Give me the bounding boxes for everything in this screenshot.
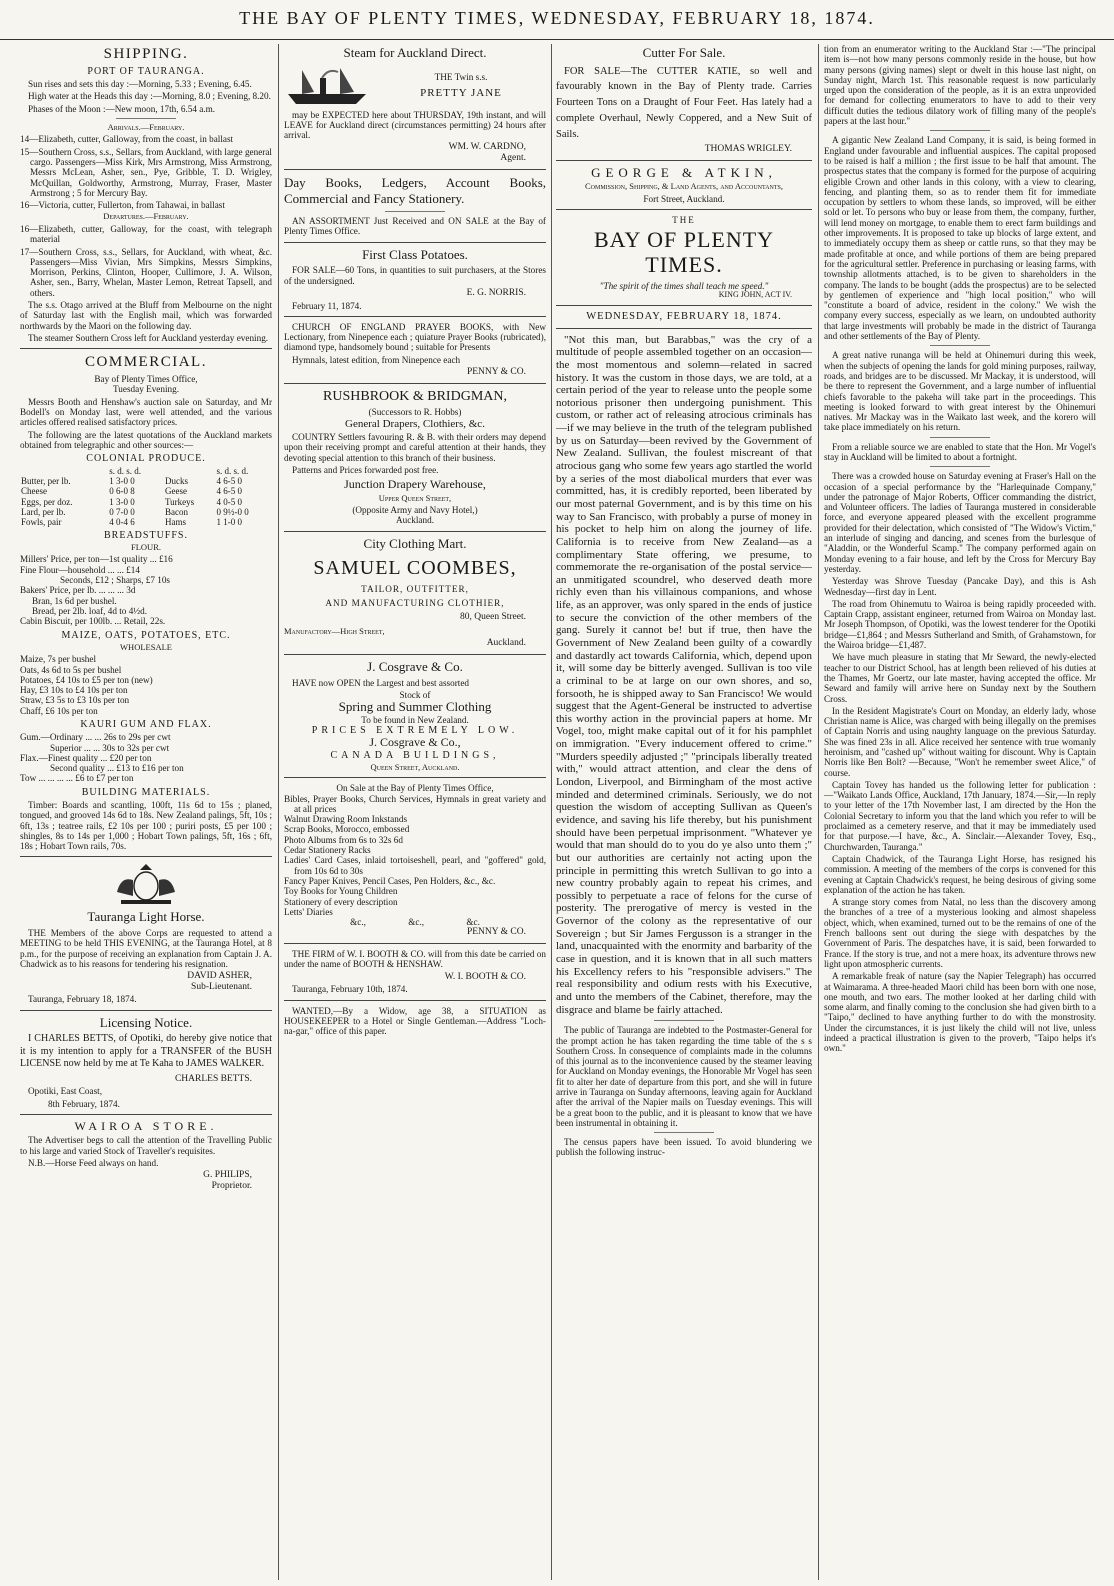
kauri-line: Second quality ... £13 to £16 per ton <box>50 763 184 774</box>
rushbrook-title: RUSHBROOK & BRIDGMAN, <box>323 388 507 404</box>
arrival-item: 14—Elizabeth, cutter, Galloway, from the coast, in ballast <box>20 134 234 145</box>
shipping-title: SHIPPING. <box>103 46 189 62</box>
office-date: Tuesday Evening. <box>112 384 179 395</box>
canada-address: Queen Street, Auckland. <box>370 761 460 772</box>
road-para: The road from Ohinemutu to Wairoa is being rapidly proceeded with. Captain Crapp, assistant engineer, returned from Wairoa on Monday last. Mr Joseph Thompson, of Opotiki, was the lowest tenderer for the Opotiki bridge—£1,864 ; and Messrs Sutherland and Smith, of Grahamstown, for the Wairoa bridge—£1,487. <box>824 598 1096 651</box>
onsale-heading: On Sale at the Bay of Plenty Times Office, <box>336 783 494 794</box>
signature: DAVID ASHER, <box>187 971 252 982</box>
arrival-item: 16—Victoria, cutter, Fullerton, from Tahawai, in ballast <box>20 200 225 211</box>
commercial-title: COMMERCIAL. <box>85 354 207 371</box>
rushbrook-text: COUNTRY Settlers favouring R. & B. with their orders may depend upon their receiving prompt and careful attention at their hands, they devoting special attention to this branch of their business. <box>284 431 546 463</box>
ship-name: PRETTY JANE <box>420 86 502 99</box>
sale-item: Toy Books for Young Children <box>284 886 398 897</box>
vogel-para: From a reliable source we are enabled to state that the Hon. Mr Vogel's stay in Auckland will be limited to about a fortnight. <box>824 441 1096 462</box>
coombes-city: Auckland. <box>486 638 526 649</box>
cosgrave-name: J. Cosgrave & Co., <box>369 735 461 750</box>
land-company-para: A gigantic New Zealand Land Company, it is said, is being formed in England under favourable and influential auspices. The capital proposed to be raised is half a million ; the first issue to be half that amount. The prospectus states that the company is formed for the purpose of acquiring eligible Crown and other lands in this colony, with a view to clearing, fencing, and planting them, so as to render them fit for immediate occupation by settlers to whom these lands, so improved, will be either sold or let. To persons who buy or lease from them, the company, further, will lend money on mortgage, to enable them to erect farm buildings and other improvements. It is proposed to take up blocks of large extent, and to immediately occupy them as sheep or cattle runs, so that they may be made profitable at once, and while portions of them are being prepared for the agricultural settler. Preference in purchasing or leasing farms, with township allotments attached, is to be given to shareholders in the company. The lands to be bought (adds the prospectus) are to be selected by gentlemen of experience and "high local position," who will "constitute a board of advice, resident in the colony." We wish the company every success, especially as we learn, on undoubted authority that large investments will probably be made in the district of Tauranga and other settlements of the Bay of Plenty. <box>824 135 1096 342</box>
kauri-heading: KAURI GUM AND FLAX. <box>80 719 212 731</box>
natal-para: A strange story comes from Natal, no less than the discovery among the branches of a tree of a mysterious looking and almost shapeless object, which, when examined, turned out to be the remains of one of the French balloons sent out during the siege with despatches by the Government of Paris. The despatches have, it is said, been forwarded to France. If the story is true, and not a mere hoax, its adventure throws new light upon atmospheric currents. <box>824 897 1096 969</box>
sale-item: Letts' Diaries <box>284 906 333 917</box>
column-2 <box>284 42 546 1582</box>
flour-line: Seconds, £12 ; Sharps, £7 10s <box>60 575 170 586</box>
high-water: High water at the Heads this day :—Morning, 8.0 ; Evening, 8.20. <box>28 91 271 102</box>
column-4 <box>824 42 1096 1582</box>
port-heading: PORT OF TAURANGA. <box>87 65 205 77</box>
steamship-icon <box>284 64 370 108</box>
census-paragraph: The census papers have been issued. To avoid blundering we publish the following instruc- <box>556 1137 812 1158</box>
sale-item: Stationery of every description <box>284 896 398 907</box>
sun-times: Sun rises and sets this day :—Morning, 5.33 ; Evening, 6.45. <box>28 78 252 89</box>
potatoes-text: FOR SALE—60 Tons, in quantities to suit purchasers, at the Stores of the undersigned. <box>284 265 546 286</box>
departure-item: 17—Southern Cross, s.s., Sellars, for Auckland, with wheat, &c. Passengers—Miss Vivian, Mrs Simpkins, Messrs Simpkins, Morrison, Perkins, Clinton, Hooper, Cullimore, J. A. Wilson, Asher, sen., Barry, Whelan, Master Lemon, Retreat Tapsell, and others. <box>20 246 272 298</box>
kauri-line: Gum.—Ordinary ... ... 26s to 29s per cwt <box>20 732 171 743</box>
masthead: THE BAY OF PLENTY TIMES, WEDNESDAY, FEBRUARY 18, 1874. <box>0 0 1114 40</box>
maize-line: Oats, 4s 6d to 5s per bushel <box>20 664 122 675</box>
george-atkin-address: Fort Street, Auckland. <box>643 193 725 204</box>
table-row: Eggs, per doz. 1 3-0 0 Turkeys 4 0-5 0 <box>21 496 242 507</box>
southern-cross-note: The steamer Southern Cross left for Auckland yesterday evening. <box>28 332 269 343</box>
otago-note: The s.s. Otago arrived at the Bluff from Melbourne on the night of Saturday last with the English mail, which was forwarded northwards by the Maori on the following day. <box>20 300 272 331</box>
coombes-address: 80, Queen Street. <box>460 612 526 623</box>
fraser-hall-para: There was a crowded house on Saturday evening at Fraser's Hall on the occasion of a special performance by the "Harlequinade Company," under the patronage of Major Roberts, Officer commanding the district, and Volunteer officers. The ladies of Tauranga mustered in considerable force, and everyone appeared pleased with the excellent programme provided for their delectation, which consisted of "The Widow's Victim," an interlude of singing and dancing, and scenes from the burlesque of "Aladdin, or the Wonderful Scamp." The company performed again on Monday evening to a fair house, and left by the Cross for Mercury Bay yesterday. <box>824 471 1096 574</box>
royal-arms-icon <box>111 862 181 906</box>
signature: PENNY & CO. <box>466 367 526 378</box>
editorial: "Not this man, but Barabbas," was the cry of a multitude of people assembled together on an occasion—the most momentous and solemn—related in sacred history. It was the custom in those days, we are told, at a certain period of the year to release unto the people some notorious prisoner then undergoing punishment. This custom, or rather act of releasing atrocious criminals has—if we may believe in the truth of the telegram published by us on Saturday—been revived by the Government of New Zealand. Sullivan, the foulest miscreant of that atrocious gang who some few years ago startled the world by a series of the most diabolical murders that ever was committed, has, it is credibly reported, been liberated by our most paternal Government, and is by this time on his way to San Francisco, with probably a purse of money in his pocket to help him on along the journey of life. California is to receive from New Zealand—as a complimentary State offering, we presume, to commemorate the re-organisation of the postal service—an unmitigated scoundrel, who deserved death more richly even than his villainous companions, and whose life, as an approver, was only spared in the ends of justice to secure the conviction of the other members of the gang. Surely it cannot be! but if true, then have the Government of New Zealand been guilty of a cowardly and dastardly act towards California, which, depend upon it, will some day be bitterly avenged. Sullivan is too vile a criminal to be at large on our own shores, and so, forsooth, he is shipped away to San Francisco! We would suggest that the Agent-General be instructed to advertise this worthy action in the provincial papers at home. Mr Vogel, too, might make capital out of it for his pamphlet on immigration. "Every inducement offered to crime." "Murders speedily adjusted ;" "principals liberally treated with," would attract attention, and clear the dens of London, Liverpool, and Birmingham of the most active minded and determined criminals. Seriously, we do not question the wisdom of accepting Sullivan as Queen's evidence, and saving his life thereby, but his punishment should have been perpetual imprisonment. "Whatever ye would that man should do to you do ye also unto them ;" but our authorities are certainly not acting upon the principle in permitting this wretch Sullivan to go into a new country probably again to repeat his crimes, and possibly to perpetuate a race of felons for the curse of posterity. The prerogative of mercy is vested in the Governor of the colony as the representative of our Sovereign ; but Sir James Fergusson is a stranger in the land, unacquainted with the enormity and barbarity of the case in question, and it is known that in all such matters his Excellency refers to his "responsible advisers." The real responsibility and odium rests with his Executive, and unto the members of the Cabinet, therefore, may the disgrace and blame be fairly attached. <box>556 333 812 1016</box>
sale-item: Scrap Books, Morocco, embossed <box>284 824 410 835</box>
wairoa-text: The Advertiser begs to call the attention of the Travelling Public to his large and varied Stock of Traveller's requisites. <box>20 1135 272 1156</box>
signature: THOMAS WRIGLEY. <box>704 144 792 155</box>
licensing-text: I CHARLES BETTS, of Opotiki, do hereby give notice that it is my intention to apply for a TRANSFER of the BUSH LICENSE now held by me at Te Kaha to JAMES WALKER. <box>20 1033 272 1070</box>
breadstuffs-heading: BREADSTUFFS. <box>104 529 188 541</box>
potatoes-title: First Class Potatoes. <box>362 246 468 262</box>
arrival-item: 15—Southern Cross, s.s., Sellars, from Auckland, with large general cargo. Passengers—Miss Kirk, Mrs Armstrong, Miss Armstrong, Messrs McLean, Asher, sen., Pye, Gribble, T. D. Wrigley, McQuillan, Goldworthy, Armstrong, Murray, Fraser, Master Armstrong ; 5 for Mercury Bay. <box>20 146 272 198</box>
table-row: Cheese 0 6-0 8 Geese 4 6-5 0 <box>21 486 242 497</box>
chadwick-para: Captain Chadwick, of the Tauranga Light Horse, has resigned his commission. A meeting of the members of the corps is convened for this evening at Captain Chadwick's request, he being desirous of giving some explanation of the action he has taken. <box>824 853 1096 895</box>
maize-line: Potatoes, £4 10s to £5 per ton (new) <box>20 674 153 685</box>
produce-table: s. d. s. d. s. d. s. d. Butter, per lb. 1 3-0 0 Ducks 4 6-5 0 Cheese 0 6-0 8 Geese 4 6-5 0 Eggs, per doz. 1 3-0 0 Turkeys 4 0-5 0 Lard, per lb. 0 7-0 0 Bacon 0 9½-0 0 Fowls, pair 4 0-4 6 Hams 1 1-0 0 <box>20 466 272 526</box>
moon-phase: Phases of the Moon :—New moon, 17th, 6.54 a.m. <box>28 103 216 114</box>
light-horse-title: Tauranga Light Horse. <box>87 909 205 925</box>
flour-line: Fine Flour—household ... ... £14 <box>20 564 140 575</box>
canada-buildings: CANADA BUILDINGS, <box>330 749 500 761</box>
signature: E. G. NORRIS. <box>466 287 526 298</box>
maize-line: Maize, 7s per bushel <box>20 654 97 665</box>
court-para: In the Resident Magistrate's Court on Monday, an elderly lady, whose Christian name is Alice, was charged with being illegally on the premises of Captain Norris and using naughty language on the previous Saturday. She was fined 23s in all. Alice received her sentence with true womanly heroinism, and "cashed up" without waiting for discount. Why is Captain Norris like Ben Bolt? —Because, "Won't he remember sweet Alice," of course. <box>824 705 1096 778</box>
colonial-produce-heading: COLONIAL PRODUCE. <box>86 453 206 465</box>
flour-line: Bakers' Price, per lb. ... ... ... 3d <box>20 585 136 596</box>
coombes-title: SAMUEL COOMBES, <box>313 557 517 580</box>
stock-of: Stock of <box>399 689 431 700</box>
sale-item: Walnut Drawing Room Inkstands <box>284 814 408 825</box>
george-atkin-sub: Commission, Shipping, & Land Agents, and Accountants, <box>585 181 783 192</box>
daybooks-ad: Day Books, Ledgers, Account Books, Commercial and Fancy Stationery. <box>284 174 546 206</box>
licensing-title: Licensing Notice. <box>99 1014 193 1030</box>
booth-date: Tauranga, February 10th, 1874. <box>292 984 408 995</box>
signature-title: Sub-Lieutenant. <box>191 981 252 992</box>
departure-item: 16—Elizabeth, cutter, Galloway, for the coast, with telegraph material <box>20 223 272 245</box>
table-row: Fowls, pair 4 0-4 6 Hams 1 1-0 0 <box>21 516 242 527</box>
city-clothing-title: City Clothing Mart. <box>363 535 467 551</box>
cosgrave-title: J. Cosgrave & Co. <box>367 658 463 674</box>
cutter-text: FOR SALE—The CUTTER KATIE, so well and favourably known in the Bay of Plenty trade. Carries Fourteen Tons on a Draught of Four Feet. Has lately had a complete Overhaul, Newly Coppered, and a New Suit of Sails. <box>556 65 812 140</box>
maize-line: Straw, £3 5s to £3 10s per ton <box>20 695 130 706</box>
the-label: THE <box>672 215 696 226</box>
sale-item: Cedar Stationery Racks <box>284 845 371 856</box>
flour-line: Millers' Price, per ton—1st quality ... £16 <box>20 554 173 565</box>
wairoa-nb: N.B.—Horse Feed always on hand. <box>28 1157 159 1168</box>
building-heading: BUILDING MATERIALS. <box>81 786 211 798</box>
maize-line: Chaff, £6 10s per ton <box>20 705 98 716</box>
junction-address: Upper Queen Street, <box>378 492 452 503</box>
hymnals-text: Hymnals, latest edition, from Ninepence each <box>292 354 461 365</box>
signature-title: Agent. <box>500 153 526 164</box>
george-atkin-title: GEORGE & ATKIN, <box>591 164 777 180</box>
wairoa-title: WAIROA STORE. <box>74 1118 218 1133</box>
seward-para: We have much pleasure in stating that Mr Seward, the newly-elected teacher to our District School, has at length been relieved of his duties at the Thames, Mr Goertz, our late master, having accepted the office. Mr Seward and family will arrive here on Sunday next by the Southern Cross. <box>824 652 1096 704</box>
notice-date: Tauranga, February 18, 1874. <box>28 994 137 1005</box>
junction-address: (Opposite Army and Navy Hotel,) <box>352 505 478 516</box>
patterns-note: Patterns and Prices forwarded post free. <box>292 464 439 475</box>
flour-heading: FLOUR. <box>131 541 161 552</box>
census-continued: tion from an enumerator writing to the Auckland Star :—"The principal item is—not how many persons commonly reside in the house, but how many persons (giving names) slept or dwelt in this house last night, on Sunday night, March 1st. This reasonable request is now particularly urged upon the consideration of the people, as it is an extra unprovided for demand for collecting enumerators to have to add to their very difficult duties the tedious dilatory work of filling many of the people's papers at the last hour." <box>824 44 1096 127</box>
signature: PENNY & CO. <box>466 927 526 938</box>
cosgrave-text: HAVE now OPEN the Largest and best assorted <box>292 677 470 688</box>
wholesale-heading: WHOLESALE <box>120 641 172 652</box>
cutter-title: Cutter For Sale. <box>642 45 726 60</box>
paper-title: BAY OF PLENTY TIMES. <box>593 227 775 277</box>
column-rule <box>278 44 279 1580</box>
junction-city: Auckland. <box>395 515 434 526</box>
commercial-para: The following are the latest quotations of the Auckland markets obtained from telegraphic and other sources:— <box>20 429 272 450</box>
kauri-line: Superior ... ... 30s to 32s per cwt <box>50 742 170 753</box>
runanga-para: A great native runanga will be held at Ohinemuri during this week, when the subjects of opening the lands for gold mining purposes, railway, roads, and bridges are to be discussed. Mr Mackay, it is understood, will be there to represent the Government, and a large number of influential chiefs favorable to the pakeha will take part in the proceedings. This meeting is looked forward to with great interest by the Ohinemuri natives. Mr Mackay was in the Waikato last week, and the korero will take place immediately on his return. <box>824 350 1096 433</box>
table-row: Lard, per lb. 0 7-0 0 Bacon 0 9½-0 0 <box>21 506 249 517</box>
to-be-found: To be found in New Zealand. <box>361 714 469 725</box>
departures-heading: Departures.—February. <box>103 211 189 222</box>
sale-item: Bibles, Prayer Books, Church Services, Hymnals in great variety and at all prices <box>284 793 546 814</box>
spring-summer: Spring and Summer Clothing <box>338 699 492 715</box>
rushbrook-sub2: General Drapers, Clothiers, &c. <box>345 417 485 430</box>
flour-line: Bread, per 2lb. loaf, 4d to 4½d. <box>32 605 148 616</box>
motto-source: KING JOHN, ACT IV. <box>718 289 792 299</box>
prayer-books-text: CHURCH OF ENGLAND PRAYER BOOKS, with New Lectionary, from Ninepence each ; quiature Prayer Books (rubricated), diamond type, handsomely bound ; suitable for Presents <box>284 321 546 353</box>
maize-heading: MAIZE, OATS, POTATOES, ETC. <box>61 629 231 641</box>
shrove-para: Yesterday was Shrove Tuesday (Pancake Day), and this is Ash Wednesday—first day in Lent. <box>824 576 1096 597</box>
assortment-ad: AN ASSORTMENT Just Received and ON SALE at the Bay of Plenty Times Office. <box>284 216 546 237</box>
coombes-trade: TAILOR, OUTFITTER, <box>361 583 469 594</box>
licensing-date: 8th February, 1874. <box>48 1098 120 1109</box>
steam-title: Steam for Auckland Direct. <box>343 45 487 60</box>
commercial-para: Messrs Booth and Henshaw's auction sale on Saturday, and Mr Bodell's on Monday last, were well attended, and the various articles offered realised satisfactory prices. <box>20 396 272 428</box>
junction-title: Junction Drapery Warehouse, <box>344 477 486 492</box>
motto: "The spirit of the times shall teach me speed." <box>599 280 769 291</box>
table-row: Butter, per lb. 1 3-0 0 Ducks 4 6-5 0 <box>21 476 242 487</box>
building-text: Timber: Boards and scantling, 100ft, 11s 6d to 15s ; planed, tongued, and grooved 14s 6d to 18s. New Zealand palings, 5ft, 10s ; 6ft, 13s ; teatree rails, £2 10s per 100 ; puriri posts, £5 per 100 ; shingles, 8s to 14s per 1,000 ; Hobart Town palings, 5ft, 16s ; 6ft, 18s ; Hobart Town rails, 70s. <box>20 799 272 852</box>
signature: W. I. BOOTH & CO. <box>444 971 526 982</box>
column-3 <box>556 42 812 1582</box>
kauri-line: Flax.—Finest quality ... £20 per ton <box>20 752 152 763</box>
light-horse-text: THE Members of the above Corps are requested to attend a MEETING to be held THIS EVENING, at the Tauranga Hotel, at 8 p.m., for the purpose of receiving an explanation from Captain J. A. Chadwick as to his reasons for tendering his resignation. <box>20 927 272 969</box>
booth-notice: THE FIRM of W. I. BOOTH & CO. will from this date be carried on under the name of BOOTH & HENSHAW. <box>284 949 546 970</box>
issue-date: WEDNESDAY, FEBRUARY 18, 1874. <box>586 310 782 322</box>
signature: WM. W. CARDNO, <box>448 142 526 153</box>
steam-text: may be EXPECTED here about THURSDAY, 19th instant, and will LEAVE for Auckland direct (circumstances permitting) 24 hours after arrival. <box>284 109 546 141</box>
kauri-line: Tow ... ... ... ... £6 to £7 per ton <box>20 773 134 784</box>
column-rule <box>818 44 819 1580</box>
arrivals-heading: Arrivals.—February. <box>107 121 185 132</box>
post-paragraph: The public of Tauranga are indebted to the Postmaster-General for the prompt action he has taken regarding the time table of the s s Southern Cross. In consequence of complaints made in the columns of this journal as to the inconvenience caused by the steamer leaving for Auckland on Monday evenings, the Honorable Mr Vogel has seen fit to alter her date of departure from this port, and she will in future arrive in Tauranga on Sunday afternoons, leaving again for Auckland after the arrival of the Napier mails on Tuesday evenings. This will be a great boon to the public, and it is pleasant to know that we have been instrumental in obtaining it. <box>556 1025 812 1128</box>
potatoes-date: February 11, 1874. <box>292 300 362 311</box>
column-1 <box>20 42 272 1582</box>
wanted-ad: WANTED,—By a Widow, age 38, a SITUATION as HOUSEKEEPER to a Hotel or Single Gentleman.—Address "Loch-na-gar," office of this paper. <box>284 1005 546 1037</box>
signature: G. PHILIPS, <box>203 1170 252 1181</box>
column-rule <box>551 44 552 1580</box>
prices-line: PRICES EXTREMELY LOW. <box>311 724 519 736</box>
sale-item: Fancy Paper Knives, Pencil Cases, Pen Holders, &c., &c. <box>284 875 496 886</box>
sale-item: Ladies' Card Cases, inlaid tortoiseshell, pearl, and "goffered" gold, from 10s 6d to 30s <box>284 855 546 876</box>
office-line: Bay of Plenty Times Office, <box>94 374 198 385</box>
flour-line: Cabin Biscuit, per 100lb. ... Retail, 22s. <box>20 616 166 627</box>
etc-line: &c., &c., &c. <box>350 917 480 928</box>
coombes-factory: Manufactory—High Street, <box>284 625 385 636</box>
coombes-trade: AND MANUFACTURING CLOTHIER, <box>325 597 505 608</box>
signature-title: Proprietor. <box>211 1180 252 1191</box>
signature: CHARLES BETTS. <box>174 1073 252 1084</box>
maize-line: Hay, £3 10s to £4 10s per ton <box>20 685 128 696</box>
freak-para: A remarkable freak of nature (say the Napier Telegraph) has occurred at Waimarama. A three-headed Maori child has been born with one nose, one mouth, and two ears. The mother looked at her darling child with some alarm, and finally coming to the conclusion she had given birth to a "Taipo," declined to have anything further to do with the monstrosity. Under the circumstances, it is just likely the child will not live, unless indeed a practical illustration is given to the proverb, "Taipo helps it's own." <box>824 971 1096 1054</box>
tovey-para: Captain Tovey has handed us the following letter for publication :—"Waikato Lands Office, Auckland, 17th January, 1874.—Sir,—In reply to your letter of the 17th November last, I am directed by the Hon the Colonial Secretary to inform you that the land which you refer to will be proclaimed as a cemetery reserve, and that it may be immediately used for that purpose.—I have, &c., A. Sinclair.—Alexander Tovey, Esq., Churchwarden, Tauranga." <box>824 779 1096 852</box>
flour-line: Bran, 1s 6d per bushel. <box>32 595 117 606</box>
twin-label: THE Twin s.s. <box>434 72 488 83</box>
licensing-place: Opotiki, East Coast, <box>28 1086 103 1097</box>
sale-item: Photo Albums from 6s to 32s 6d <box>284 834 403 845</box>
rushbrook-sub: (Successors to R. Hobbs) <box>368 407 462 418</box>
